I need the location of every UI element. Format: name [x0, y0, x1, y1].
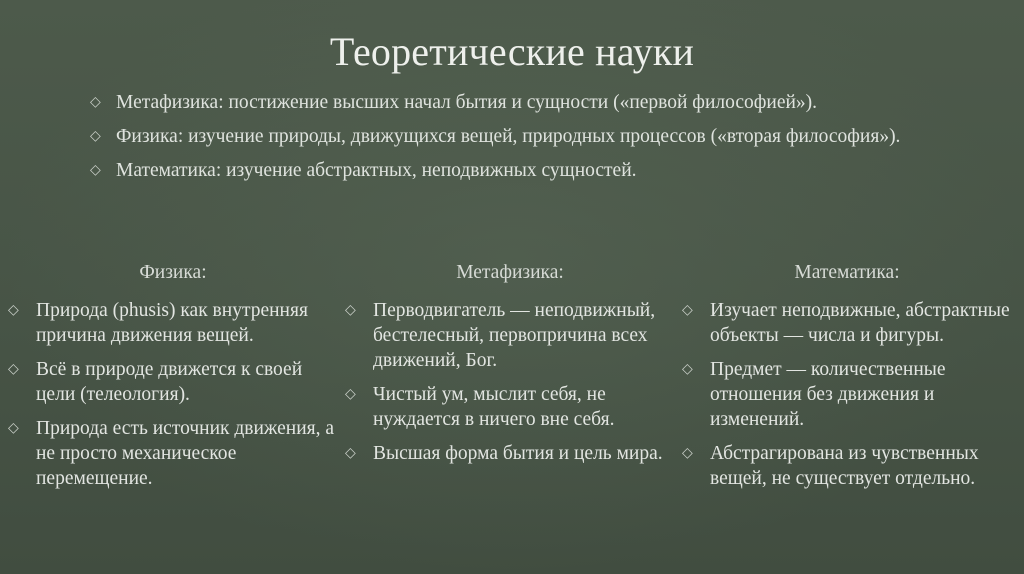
- list-item-text: Природа (phusis) как внутренняя причина движения вещей.: [36, 300, 308, 346]
- diamond-bullet-icon: ◇: [90, 129, 101, 144]
- column-heading: Метафизика:: [456, 262, 564, 283]
- intro-item-mathematics: [90, 158, 950, 184]
- list-item: [345, 382, 675, 432]
- list-item-text: Всё в природе движется к своей цели (телеология).: [36, 359, 303, 405]
- intro-item-physics: [90, 124, 950, 150]
- list-item-text: Высшая форма бытия и цель мира.: [373, 443, 663, 464]
- diamond-bullet-icon: ◇: [345, 387, 356, 402]
- intro-list: [90, 90, 950, 192]
- intro-item-text: Математика: изучение абстрактных, неподвижных сущностей.: [116, 160, 637, 181]
- diamond-bullet-icon: ◇: [90, 163, 101, 178]
- list-item-text: Изучает неподвижные, абстрактные объекты — числа и фигуры.: [710, 300, 1010, 346]
- column-physics: [8, 262, 338, 500]
- diamond-bullet-icon: ◇: [682, 303, 693, 318]
- intro-item-text: Метафизика: постижение высших начал бытия и сущности («первой философией»).: [116, 92, 818, 113]
- diamond-bullet-icon: ◇: [8, 303, 19, 318]
- list-item-text: Природа есть источник движения, а не просто механическое перемещение.: [36, 418, 335, 489]
- diamond-bullet-icon: ◇: [8, 362, 19, 377]
- list-item: [682, 357, 1012, 432]
- list-item: [8, 357, 338, 407]
- column-mathematics: [682, 262, 1012, 500]
- column-list: [345, 298, 675, 466]
- diamond-bullet-icon: ◇: [345, 303, 356, 318]
- column-metaphysics: [345, 262, 675, 475]
- list-item: [345, 298, 675, 373]
- column-list: [8, 298, 338, 491]
- column-heading: Физика:: [139, 262, 207, 283]
- list-item-text: Предмет — количественные отношения без движения и изменений.: [710, 359, 946, 430]
- diamond-bullet-icon: ◇: [682, 446, 693, 461]
- list-item: [8, 298, 338, 348]
- column-list: [682, 298, 1012, 491]
- list-item: [8, 416, 338, 491]
- list-item: [682, 298, 1012, 348]
- slide-title: Теоретические науки: [329, 29, 695, 74]
- diamond-bullet-icon: ◇: [345, 446, 356, 461]
- intro-item-metaphysics: [90, 90, 950, 116]
- list-item-text: Чистый ум, мыслит себя, не нуждается в ничего вне себя.: [373, 384, 615, 430]
- column-heading: Математика:: [794, 262, 900, 283]
- list-item: [682, 441, 1012, 491]
- list-item: [345, 441, 675, 466]
- list-item-text: Абстрагирована из чувственных вещей, не существует отдельно.: [710, 443, 979, 489]
- diamond-bullet-icon: ◇: [8, 421, 19, 436]
- intro-item-text: Физика: изучение природы, движущихся вещей, природных процессов («вторая философия»).: [116, 126, 901, 147]
- diamond-bullet-icon: ◇: [90, 95, 101, 110]
- diamond-bullet-icon: ◇: [682, 362, 693, 377]
- list-item-text: Перводвигатель — неподвижный, бестелесный, первопричина всех движений, Бог.: [373, 300, 656, 371]
